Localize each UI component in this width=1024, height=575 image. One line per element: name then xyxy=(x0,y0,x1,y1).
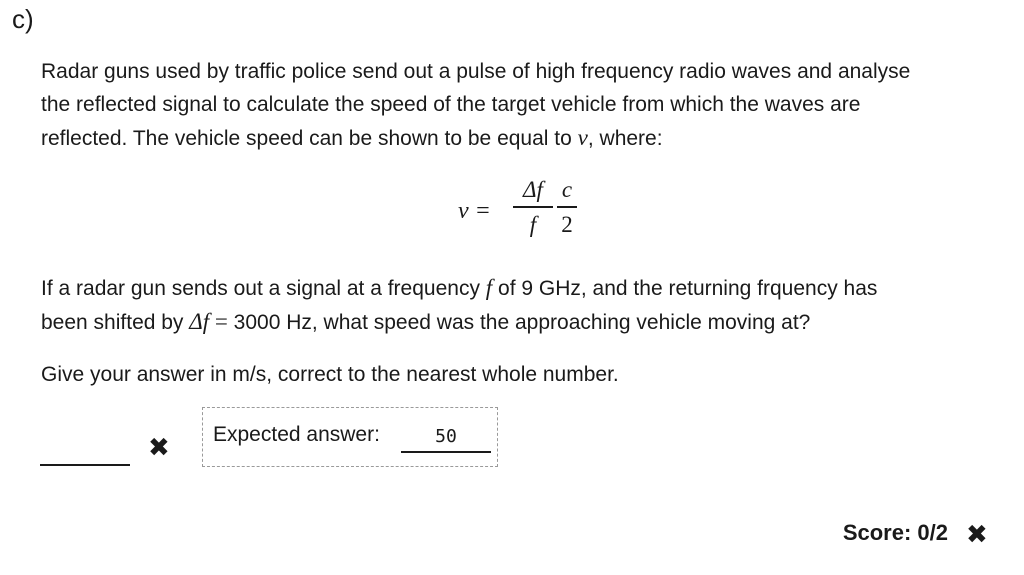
fraction-numerator: Δf xyxy=(523,177,543,202)
fraction-delta-f-over-f xyxy=(513,176,553,239)
question-text: been shifted by xyxy=(41,311,190,334)
intro-text-end: , where: xyxy=(587,127,663,150)
question-text: If a radar gun sends out a signal at a frequency xyxy=(41,277,486,300)
intro-text: reflected. The vehicle speed can be shown to be equal to xyxy=(41,127,578,150)
frequency-variable: f xyxy=(485,275,493,300)
fraction-bar xyxy=(513,206,553,208)
formula-lhs: v = xyxy=(458,198,491,224)
question-text: of 9 GHz, and the returning frquency has xyxy=(492,277,878,300)
fraction-denominator: 2 xyxy=(561,211,573,237)
score-text: Score: 0/2 xyxy=(842,520,948,545)
expected-answer-box xyxy=(202,407,498,467)
fraction-c-over-2 xyxy=(557,176,577,239)
expected-answer-value: 50 xyxy=(401,426,491,453)
fraction-numerator: c xyxy=(561,177,573,202)
equals-sign: = xyxy=(209,309,234,334)
fraction-bar xyxy=(557,206,577,208)
question-intro xyxy=(41,55,1001,155)
delta-f-variable: Δf xyxy=(189,309,210,334)
question-line-2 xyxy=(41,305,1001,339)
question-body xyxy=(41,271,1001,339)
answer-instruction: Give your answer in m/s, correct to the nearest whole number. xyxy=(41,363,619,386)
cross-icon: ✖ xyxy=(148,432,170,462)
intro-line-2: the reflected signal to calculate the speed of the target vehicle from which the waves are xyxy=(41,93,861,116)
answer-input[interactable] xyxy=(40,464,130,466)
intro-line-1: Radar guns used by traffic police send out a pulse of high frequency radio waves and analyse xyxy=(41,60,911,83)
fraction-denominator: f xyxy=(529,211,537,237)
part-label: c) xyxy=(12,4,34,34)
question-line-1 xyxy=(41,271,1001,305)
speed-formula xyxy=(458,176,598,246)
question-text: 3000 Hz, what speed was the approaching vehicle moving at? xyxy=(233,311,811,334)
intro-line-3 xyxy=(41,121,1001,155)
expected-answer-label: Expected answer: xyxy=(213,423,380,446)
cross-icon: ✖ xyxy=(966,519,988,549)
speed-variable: v xyxy=(577,125,588,150)
